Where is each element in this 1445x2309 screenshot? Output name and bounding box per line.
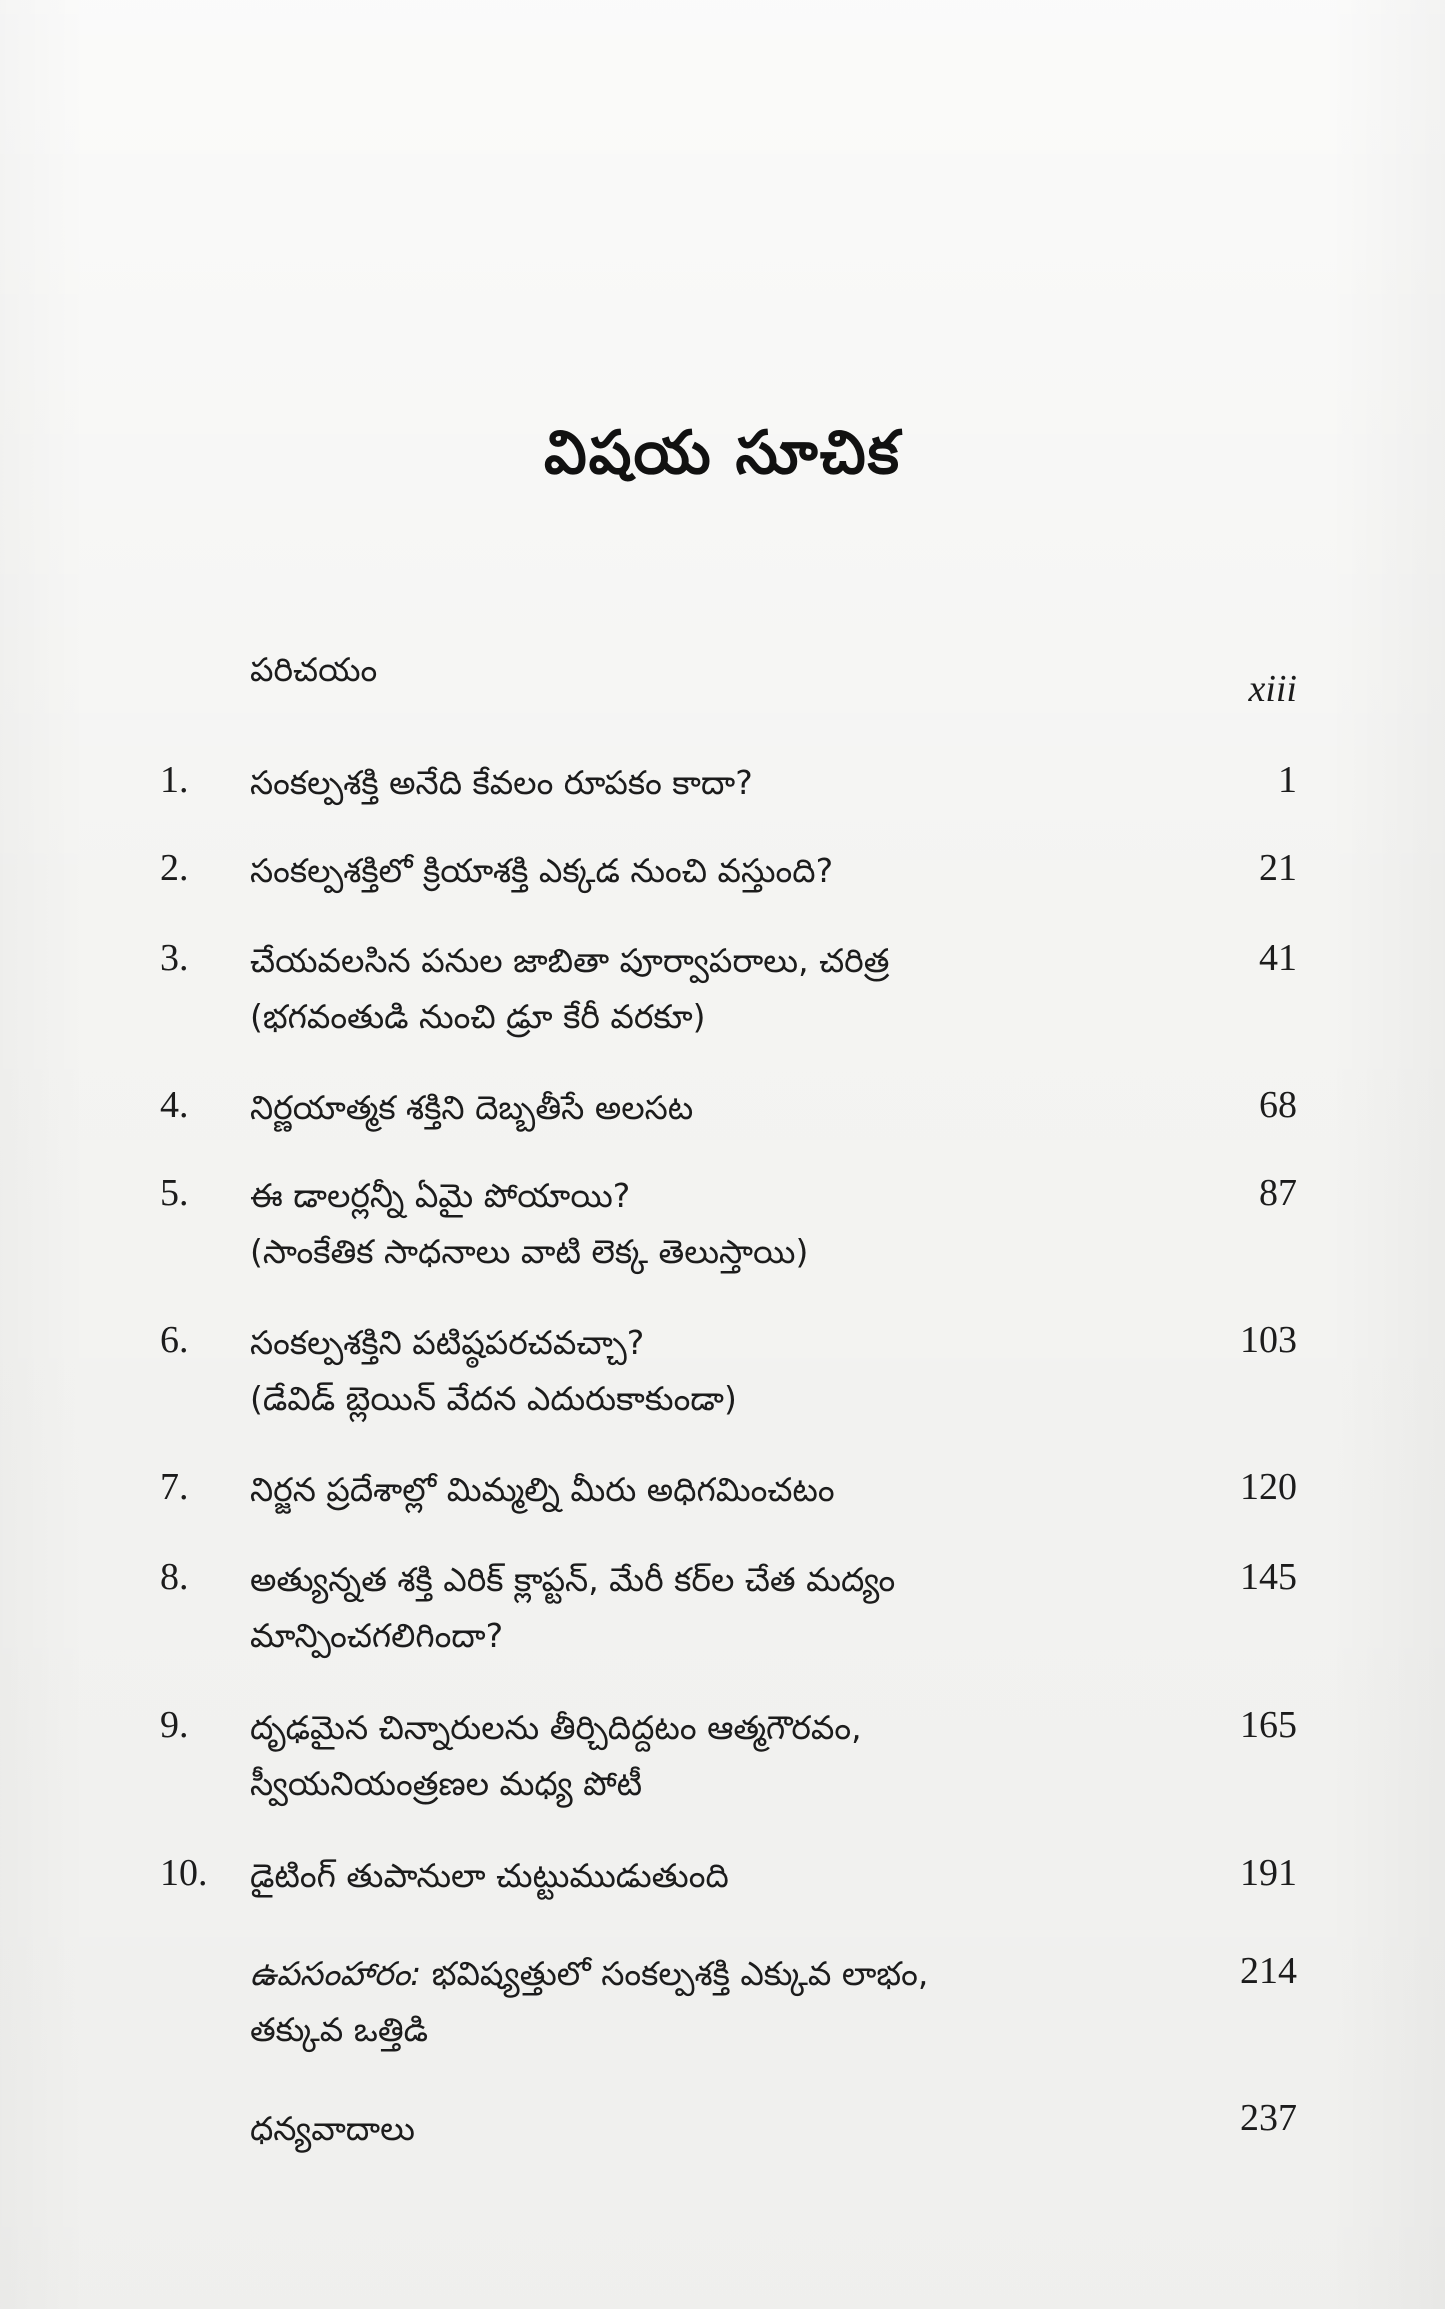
toc-entry-title: చేయవలసిన పనుల జాబితా పూర్వాపరాలు, చరిత్ర (భగవంతుడి నుంచి డ్రూ కేరీ వరకూ) (250, 941, 890, 1036)
toc-page-number: 191 (1240, 1852, 1297, 1894)
toc-page-number: 41 (1259, 937, 1297, 979)
toc-page-number: 1 (1278, 759, 1297, 801)
toc-page-number: 21 (1259, 847, 1297, 889)
toc-page-number: 68 (1259, 1084, 1297, 1126)
chapter-number: 5. (160, 1172, 189, 1214)
toc-entry-title: డైటింగ్ తుపానులా చుట్టుముడుతుంది (250, 1856, 729, 1895)
toc-page-number: xiii (1248, 668, 1297, 710)
toc-page-number: 120 (1240, 1466, 1297, 1508)
chapter-number: 4. (160, 1084, 189, 1126)
toc-page-number: 145 (1240, 1556, 1297, 1598)
toc-page-number: 214 (1240, 1950, 1297, 1992)
chapter-number: 3. (160, 937, 189, 979)
toc-entry-title: సంకల్పశక్తిని పటిష్ఠపరచవచ్చా? (డేవిడ్ బ్లెయిన్ వేదన ఎదురుకాకుండా) (250, 1323, 737, 1418)
chapter-number: 9. (160, 1704, 189, 1746)
chapter-number: 8. (160, 1556, 189, 1598)
chapter-number: 6. (160, 1319, 189, 1361)
page-title: విషయ సూచిక (544, 418, 901, 488)
chapter-number: 2. (160, 847, 189, 889)
chapter-number: 7. (160, 1466, 189, 1508)
toc-entry-title: దృఢమైన చిన్నారులను తీర్చిదిద్దటం ఆత్మగౌరవం, స్వీయనియంత్రణల మధ్య పోటీ (250, 1708, 862, 1803)
toc-page-number: 103 (1240, 1319, 1297, 1361)
toc-page-number: 165 (1240, 1704, 1297, 1746)
toc-entry-title: ఉపసంహారం: భవిష్యత్తులో సంకల్పశక్తి ఎక్కువ లాభం, తక్కువ ఒత్తిడి (250, 1954, 929, 2049)
toc-page-number: 237 (1240, 2097, 1297, 2139)
toc-entry-title: ఈ డాలర్లన్నీ ఏమై పోయాయి? (సాంకేతిక సాధనాలు వాటి లెక్క తెలుస్తాయి) (250, 1176, 809, 1271)
toc-entry-title: సంకల్పశక్తి అనేది కేవలం రూపకం కాదా? (250, 763, 753, 802)
toc-entry-title: నిర్జన ప్రదేశాల్లో మిమ్మల్ని మీరు అధిగమించటం (250, 1470, 835, 1509)
toc-entry-title: నిర్ణయాత్మక శక్తిని దెబ్బతీసే అలసట (250, 1088, 694, 1127)
toc-entry-title: ధన్యవాదాలు (250, 2109, 415, 2148)
toc-entry-title: పరిచయం (250, 650, 378, 689)
chapter-number: 1. (160, 759, 189, 801)
toc-page-number: 87 (1259, 1172, 1297, 1214)
toc-entry-title: అత్యున్నత శక్తి ఎరిక్ క్లాప్టన్, మేరీ కర్‌ల చేత మద్యం మాన్పించగలిగిందా? (250, 1560, 896, 1655)
chapter-number: 10. (160, 1852, 208, 1894)
conclusion-label: ఉపసంహారం: (250, 1954, 422, 1993)
toc-entry-title: సంకల్పశక్తిలో క్రియాశక్తి ఎక్కడ నుంచి వస్తుంది? (250, 851, 834, 890)
